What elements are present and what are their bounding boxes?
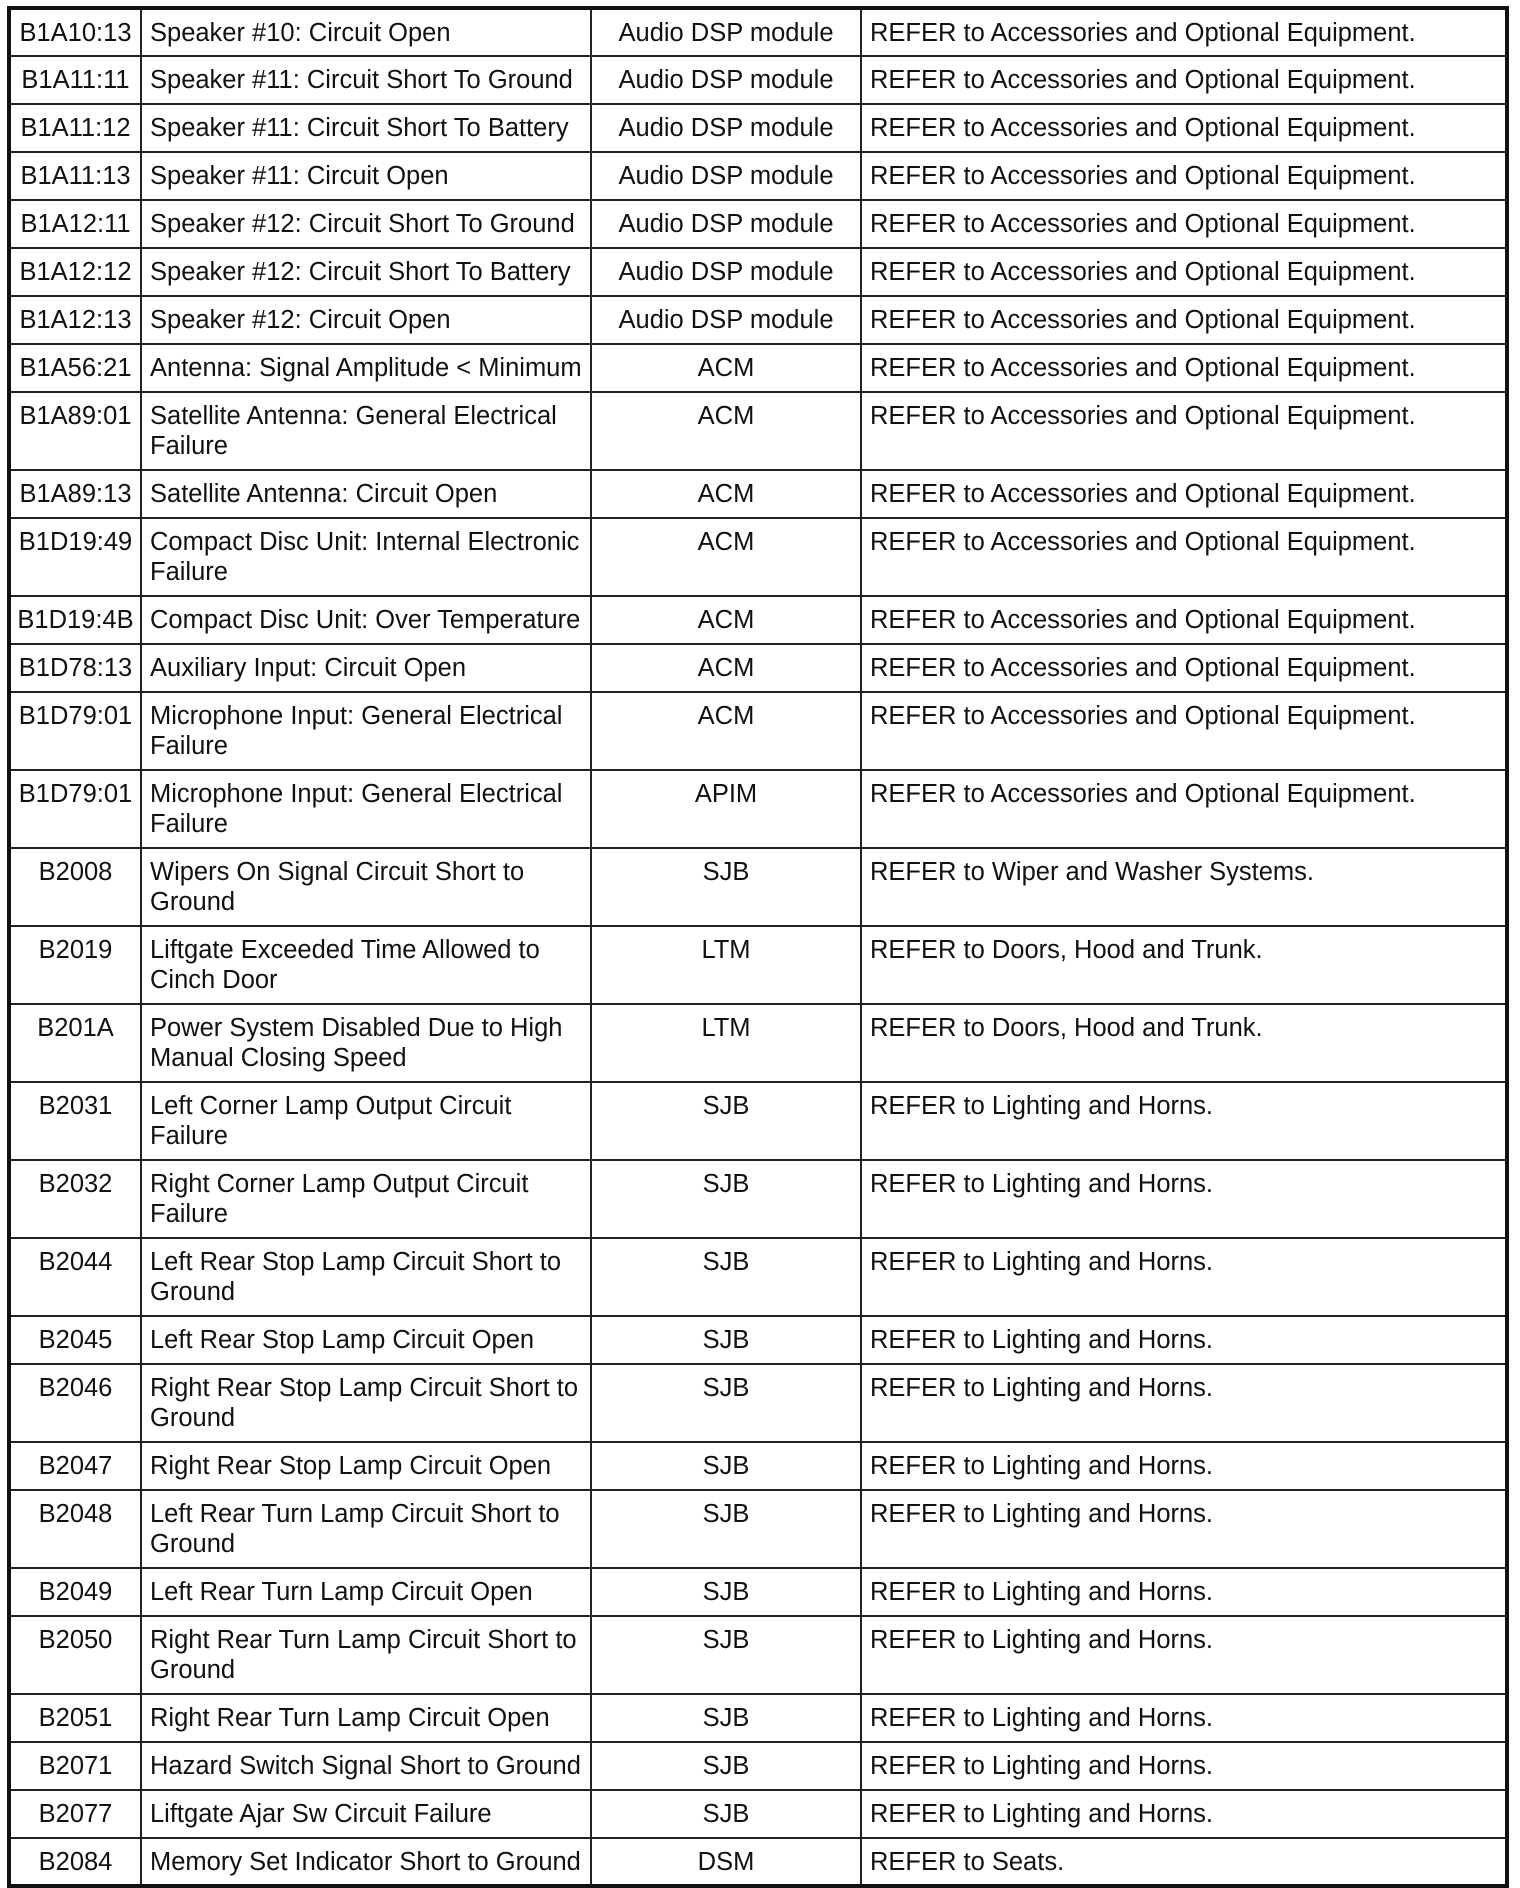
dtc-action-cell: REFER to Accessories and Optional Equipment. <box>861 296 1507 344</box>
dtc-module-cell: LTM <box>591 1004 861 1082</box>
dtc-code-cell: B2077 <box>9 1790 141 1838</box>
dtc-description-cell: Liftgate Ajar Sw Circuit Failure <box>141 1790 591 1838</box>
dtc-code-cell: B1A11:12 <box>9 104 141 152</box>
dtc-module-cell: SJB <box>591 1568 861 1616</box>
dtc-module-cell: SJB <box>591 1790 861 1838</box>
dtc-action-cell: REFER to Wiper and Washer Systems. <box>861 848 1507 926</box>
table-row <box>9 8 1507 56</box>
table-row <box>9 518 1507 596</box>
dtc-module-cell: SJB <box>591 1316 861 1364</box>
table-row <box>9 1694 1507 1742</box>
table-row <box>9 1004 1507 1082</box>
dtc-action-cell: REFER to Lighting and Horns. <box>861 1316 1507 1364</box>
dtc-code-cell: B2032 <box>9 1160 141 1238</box>
dtc-module-cell: ACM <box>591 392 861 470</box>
table-row <box>9 1616 1507 1694</box>
dtc-description-cell: Left Rear Stop Lamp Circuit Short to Ground <box>141 1238 591 1316</box>
dtc-code-cell: B2049 <box>9 1568 141 1616</box>
table-row <box>9 1316 1507 1364</box>
table-row <box>9 848 1507 926</box>
dtc-code-cell: B2008 <box>9 848 141 926</box>
dtc-action-cell: REFER to Lighting and Horns. <box>861 1616 1507 1694</box>
dtc-code-cell: B1D79:01 <box>9 770 141 848</box>
dtc-module-cell: ACM <box>591 596 861 644</box>
table-row <box>9 1364 1507 1442</box>
dtc-action-cell: REFER to Lighting and Horns. <box>861 1694 1507 1742</box>
table-row <box>9 152 1507 200</box>
dtc-code-cell: B1A89:01 <box>9 392 141 470</box>
dtc-action-cell: REFER to Accessories and Optional Equipment. <box>861 248 1507 296</box>
dtc-code-cell: B1D19:49 <box>9 518 141 596</box>
dtc-module-cell: SJB <box>591 1694 861 1742</box>
dtc-action-cell: REFER to Lighting and Horns. <box>861 1238 1507 1316</box>
dtc-module-cell: SJB <box>591 1364 861 1442</box>
dtc-description-cell: Speaker #12: Circuit Short To Ground <box>141 200 591 248</box>
dtc-module-cell: Audio DSP module <box>591 152 861 200</box>
table-row <box>9 1238 1507 1316</box>
dtc-description-cell: Left Corner Lamp Output Circuit Failure <box>141 1082 591 1160</box>
dtc-module-cell: ACM <box>591 692 861 770</box>
dtc-description-cell: Speaker #11: Circuit Short To Ground <box>141 56 591 104</box>
dtc-action-cell: REFER to Lighting and Horns. <box>861 1364 1507 1442</box>
dtc-code-cell: B2048 <box>9 1490 141 1568</box>
table-row <box>9 926 1507 1004</box>
dtc-description-cell: Speaker #12: Circuit Open <box>141 296 591 344</box>
table-row <box>9 392 1507 470</box>
dtc-module-cell: SJB <box>591 1160 861 1238</box>
table-row <box>9 56 1507 104</box>
table-row <box>9 200 1507 248</box>
dtc-action-cell: REFER to Lighting and Horns. <box>861 1082 1507 1160</box>
dtc-code-cell: B2047 <box>9 1442 141 1490</box>
dtc-action-cell: REFER to Lighting and Horns. <box>861 1742 1507 1790</box>
dtc-module-cell: SJB <box>591 1442 861 1490</box>
dtc-module-cell: SJB <box>591 1490 861 1568</box>
dtc-module-cell: Audio DSP module <box>591 200 861 248</box>
dtc-description-cell: Right Rear Stop Lamp Circuit Short to Ground <box>141 1364 591 1442</box>
dtc-action-cell: REFER to Accessories and Optional Equipment. <box>861 392 1507 470</box>
dtc-description-cell: Left Rear Stop Lamp Circuit Open <box>141 1316 591 1364</box>
dtc-action-cell: REFER to Lighting and Horns. <box>861 1160 1507 1238</box>
dtc-action-cell: REFER to Accessories and Optional Equipment. <box>861 152 1507 200</box>
dtc-code-cell: B2019 <box>9 926 141 1004</box>
table-row <box>9 1442 1507 1490</box>
dtc-module-cell: Audio DSP module <box>591 248 861 296</box>
dtc-code-cell: B2071 <box>9 1742 141 1790</box>
dtc-description-cell: Liftgate Exceeded Time Allowed to Cinch Door <box>141 926 591 1004</box>
dtc-module-cell: ACM <box>591 518 861 596</box>
dtc-code-cell: B2044 <box>9 1238 141 1316</box>
dtc-module-cell: Audio DSP module <box>591 296 861 344</box>
dtc-table-body <box>9 8 1507 1886</box>
dtc-module-cell: ACM <box>591 344 861 392</box>
dtc-description-cell: Right Rear Stop Lamp Circuit Open <box>141 1442 591 1490</box>
table-row <box>9 470 1507 518</box>
dtc-code-cell: B2031 <box>9 1082 141 1160</box>
dtc-description-cell: Speaker #12: Circuit Short To Battery <box>141 248 591 296</box>
dtc-module-cell: SJB <box>591 848 861 926</box>
dtc-action-cell: REFER to Doors, Hood and Trunk. <box>861 926 1507 1004</box>
dtc-code-cell: B1A12:12 <box>9 248 141 296</box>
dtc-code-cell: B2051 <box>9 1694 141 1742</box>
dtc-module-cell: SJB <box>591 1742 861 1790</box>
dtc-code-cell: B1D79:01 <box>9 692 141 770</box>
dtc-module-cell: SJB <box>591 1616 861 1694</box>
dtc-action-cell: REFER to Lighting and Horns. <box>861 1790 1507 1838</box>
dtc-description-cell: Power System Disabled Due to High Manual Closing Speed <box>141 1004 591 1082</box>
dtc-description-cell: Compact Disc Unit: Internal Electronic Failure <box>141 518 591 596</box>
dtc-description-cell: Right Corner Lamp Output Circuit Failure <box>141 1160 591 1238</box>
dtc-description-cell: Left Rear Turn Lamp Circuit Short to Ground <box>141 1490 591 1568</box>
dtc-module-cell: SJB <box>591 1238 861 1316</box>
dtc-action-cell: REFER to Accessories and Optional Equipment. <box>861 200 1507 248</box>
dtc-code-cell: B1A11:11 <box>9 56 141 104</box>
dtc-module-cell: Audio DSP module <box>591 56 861 104</box>
table-row <box>9 770 1507 848</box>
dtc-description-cell: Speaker #10: Circuit Open <box>141 8 591 56</box>
dtc-code-cell: B1A12:11 <box>9 200 141 248</box>
table-row <box>9 344 1507 392</box>
dtc-action-cell: REFER to Accessories and Optional Equipment. <box>861 596 1507 644</box>
dtc-module-cell: ACM <box>591 644 861 692</box>
dtc-module-cell: ACM <box>591 470 861 518</box>
table-row <box>9 1082 1507 1160</box>
dtc-module-cell: SJB <box>591 1082 861 1160</box>
dtc-action-cell: REFER to Accessories and Optional Equipment. <box>861 344 1507 392</box>
dtc-description-cell: Left Rear Turn Lamp Circuit Open <box>141 1568 591 1616</box>
dtc-action-cell: REFER to Accessories and Optional Equipment. <box>861 104 1507 152</box>
table-row <box>9 1790 1507 1838</box>
dtc-module-cell: LTM <box>591 926 861 1004</box>
dtc-action-cell: REFER to Doors, Hood and Trunk. <box>861 1004 1507 1082</box>
dtc-description-cell: Wipers On Signal Circuit Short to Ground <box>141 848 591 926</box>
dtc-table <box>7 6 1509 1888</box>
table-row <box>9 1742 1507 1790</box>
dtc-description-cell: Compact Disc Unit: Over Temperature <box>141 596 591 644</box>
dtc-description-cell: Microphone Input: General Electrical Failure <box>141 770 591 848</box>
dtc-description-cell: Satellite Antenna: General Electrical Failure <box>141 392 591 470</box>
dtc-code-cell: B1A11:13 <box>9 152 141 200</box>
dtc-module-cell: Audio DSP module <box>591 8 861 56</box>
dtc-action-cell: REFER to Accessories and Optional Equipment. <box>861 770 1507 848</box>
table-row <box>9 1160 1507 1238</box>
dtc-action-cell: REFER to Accessories and Optional Equipment. <box>861 56 1507 104</box>
dtc-description-cell: Speaker #11: Circuit Open <box>141 152 591 200</box>
dtc-action-cell: REFER to Accessories and Optional Equipment. <box>861 518 1507 596</box>
dtc-description-cell: Microphone Input: General Electrical Failure <box>141 692 591 770</box>
dtc-description-cell: Auxiliary Input: Circuit Open <box>141 644 591 692</box>
dtc-description-cell: Memory Set Indicator Short to Ground <box>141 1838 591 1886</box>
table-row <box>9 1568 1507 1616</box>
dtc-module-cell: APIM <box>591 770 861 848</box>
dtc-code-cell: B1A10:13 <box>9 8 141 56</box>
dtc-code-cell: B2050 <box>9 1616 141 1694</box>
dtc-description-cell: Right Rear Turn Lamp Circuit Open <box>141 1694 591 1742</box>
dtc-action-cell: REFER to Lighting and Horns. <box>861 1442 1507 1490</box>
table-row <box>9 1838 1507 1886</box>
dtc-code-cell: B1A12:13 <box>9 296 141 344</box>
table-row <box>9 1490 1507 1568</box>
dtc-action-cell: REFER to Seats. <box>861 1838 1507 1886</box>
dtc-action-cell: REFER to Accessories and Optional Equipment. <box>861 644 1507 692</box>
dtc-code-cell: B2045 <box>9 1316 141 1364</box>
dtc-description-cell: Antenna: Signal Amplitude < Minimum <box>141 344 591 392</box>
table-row <box>9 596 1507 644</box>
dtc-action-cell: REFER to Lighting and Horns. <box>861 1490 1507 1568</box>
dtc-description-cell: Right Rear Turn Lamp Circuit Short to Ground <box>141 1616 591 1694</box>
dtc-code-cell: B1A89:13 <box>9 470 141 518</box>
dtc-module-cell: DSM <box>591 1838 861 1886</box>
dtc-description-cell: Speaker #11: Circuit Short To Battery <box>141 104 591 152</box>
dtc-action-cell: REFER to Accessories and Optional Equipment. <box>861 692 1507 770</box>
dtc-action-cell: REFER to Lighting and Horns. <box>861 1568 1507 1616</box>
table-row <box>9 692 1507 770</box>
dtc-action-cell: REFER to Accessories and Optional Equipment. <box>861 470 1507 518</box>
dtc-code-cell: B2084 <box>9 1838 141 1886</box>
dtc-code-cell: B201A <box>9 1004 141 1082</box>
dtc-code-cell: B1D78:13 <box>9 644 141 692</box>
dtc-code-cell: B1D19:4B <box>9 596 141 644</box>
dtc-module-cell: Audio DSP module <box>591 104 861 152</box>
table-row <box>9 104 1507 152</box>
dtc-description-cell: Hazard Switch Signal Short to Ground <box>141 1742 591 1790</box>
dtc-description-cell: Satellite Antenna: Circuit Open <box>141 470 591 518</box>
table-row <box>9 296 1507 344</box>
dtc-code-cell: B2046 <box>9 1364 141 1442</box>
dtc-action-cell: REFER to Accessories and Optional Equipment. <box>861 8 1507 56</box>
table-row <box>9 644 1507 692</box>
table-row <box>9 248 1507 296</box>
dtc-code-cell: B1A56:21 <box>9 344 141 392</box>
